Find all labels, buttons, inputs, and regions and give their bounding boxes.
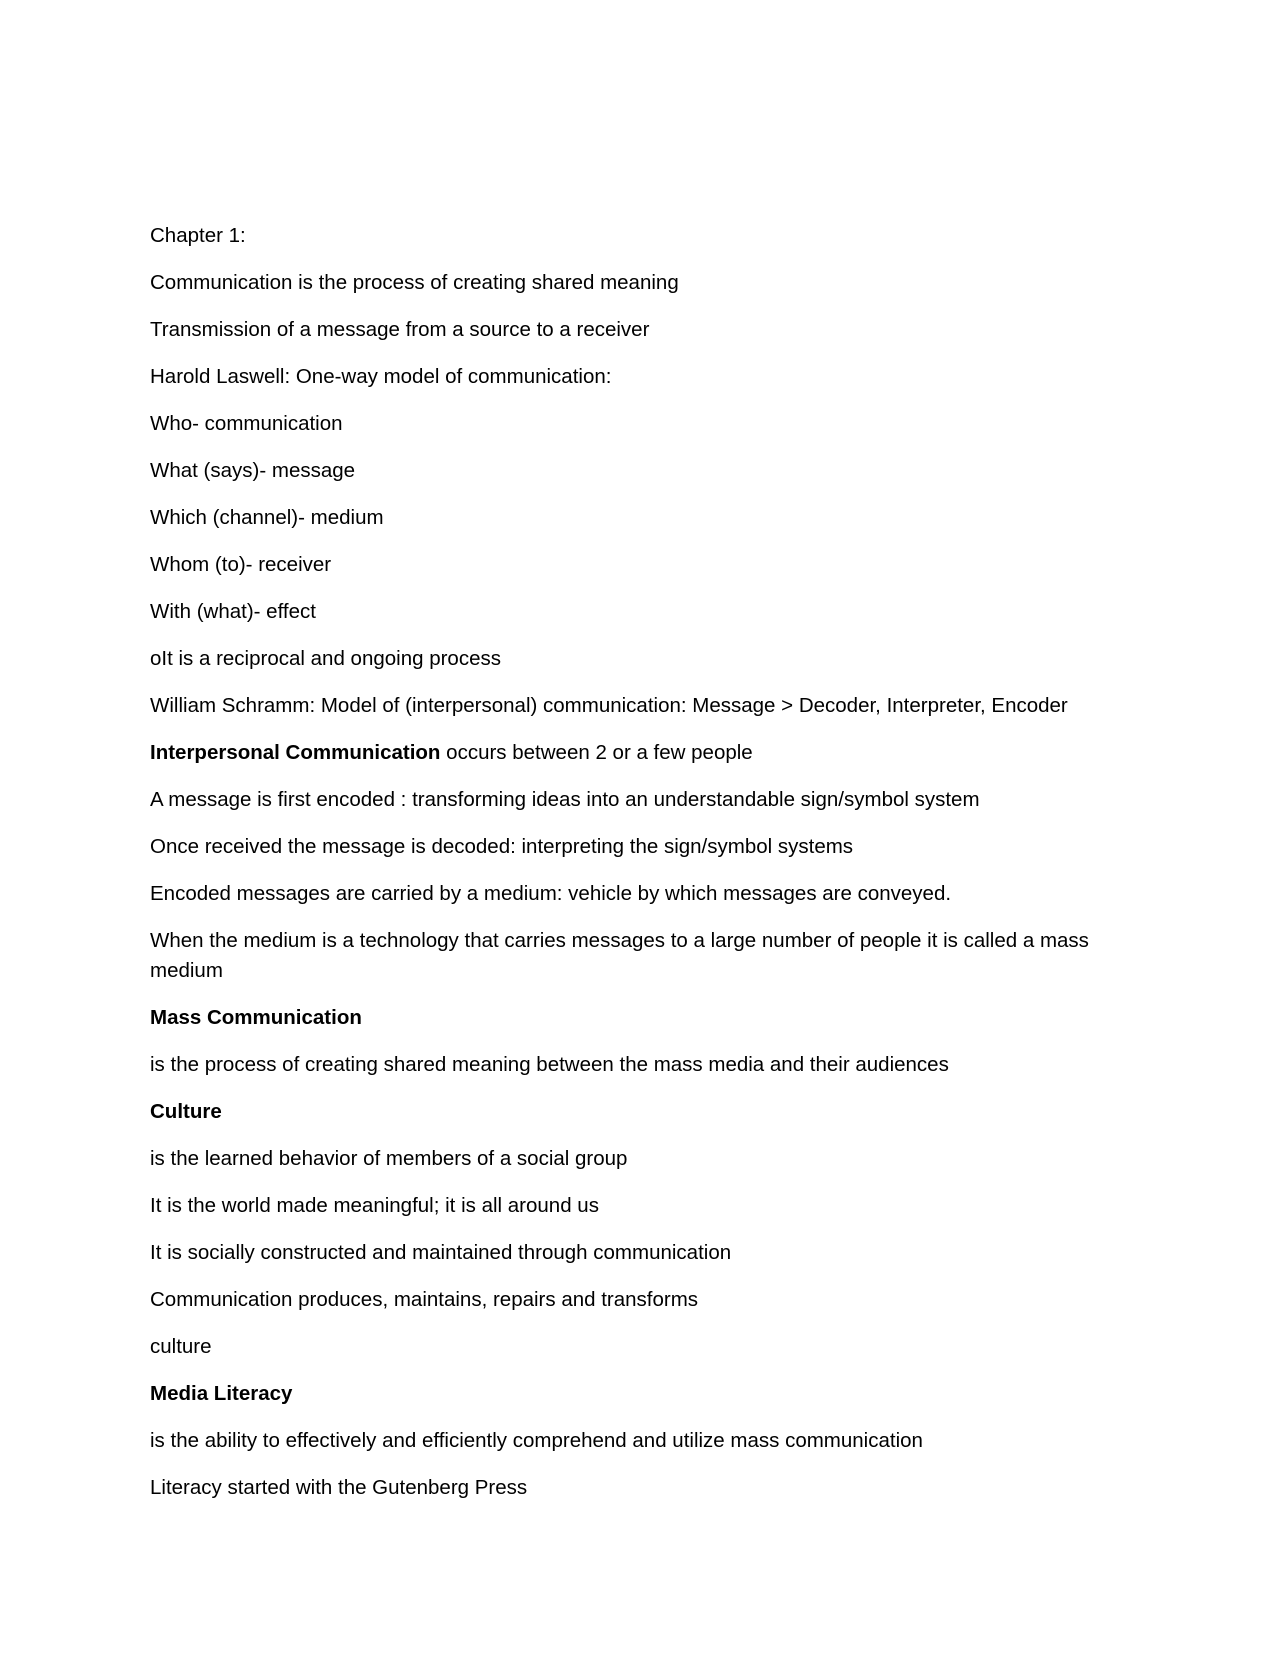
- paragraph: Which (channel)- medium: [150, 506, 384, 529]
- term-culture: Culture: [150, 1100, 222, 1123]
- paragraph: With (what)- effect: [150, 600, 316, 623]
- paragraph: A message is first encoded : transforming ideas into an understandable sign/symbol system: [150, 788, 980, 811]
- paragraph: It is socially constructed and maintained through communication: [150, 1241, 732, 1264]
- paragraph: Whom (to)- receiver: [150, 553, 332, 576]
- paragraph: is the process of creating shared meaning between the mass media and their audiences: [150, 1053, 949, 1076]
- document-body: [150, 221, 1110, 1520]
- paragraph: is the learned behavior of members of a social group: [150, 1147, 628, 1170]
- paragraph: Transmission of a message from a source to a receiver: [150, 318, 650, 341]
- paragraph: Who- communication: [150, 412, 343, 435]
- chapter-heading: Chapter 1:: [150, 224, 246, 247]
- paragraph: Communication is the process of creating shared meaning: [150, 271, 679, 294]
- paragraph: William Schramm: Model of (interpersonal) communication: Message > Decoder, Interpreter, Encoder: [150, 694, 1068, 717]
- paragraph: Literacy started with the Gutenberg Press: [150, 1476, 528, 1499]
- term-media-literacy: Media Literacy: [150, 1382, 293, 1405]
- paragraph: Once received the message is decoded: interpreting the sign/symbol systems: [150, 835, 854, 858]
- definition-text: occurs between 2 or a few people: [440, 741, 753, 764]
- paragraph: oIt is a reciprocal and ongoing process: [150, 647, 501, 670]
- paragraph: culture: [150, 1335, 212, 1358]
- paragraph: What (says)- message: [150, 459, 356, 482]
- paragraph-interpersonal: [150, 738, 1110, 768]
- paragraph: When the medium is a technology that carries messages to a large number of people it is called a mass medium: [150, 929, 1089, 982]
- term-mass-communication: Mass Communication: [150, 1006, 362, 1029]
- paragraph: is the ability to effectively and efficiently comprehend and utilize mass communication: [150, 1429, 923, 1452]
- paragraph: It is the world made meaningful; it is all around us: [150, 1194, 599, 1217]
- term-interpersonal-communication: Interpersonal Communication: [150, 741, 441, 764]
- paragraph: Communication produces, maintains, repairs and transforms: [150, 1288, 699, 1311]
- paragraph: Harold Laswell: One-way model of communication:: [150, 365, 612, 388]
- paragraph: Encoded messages are carried by a medium: vehicle by which messages are conveyed.: [150, 882, 952, 905]
